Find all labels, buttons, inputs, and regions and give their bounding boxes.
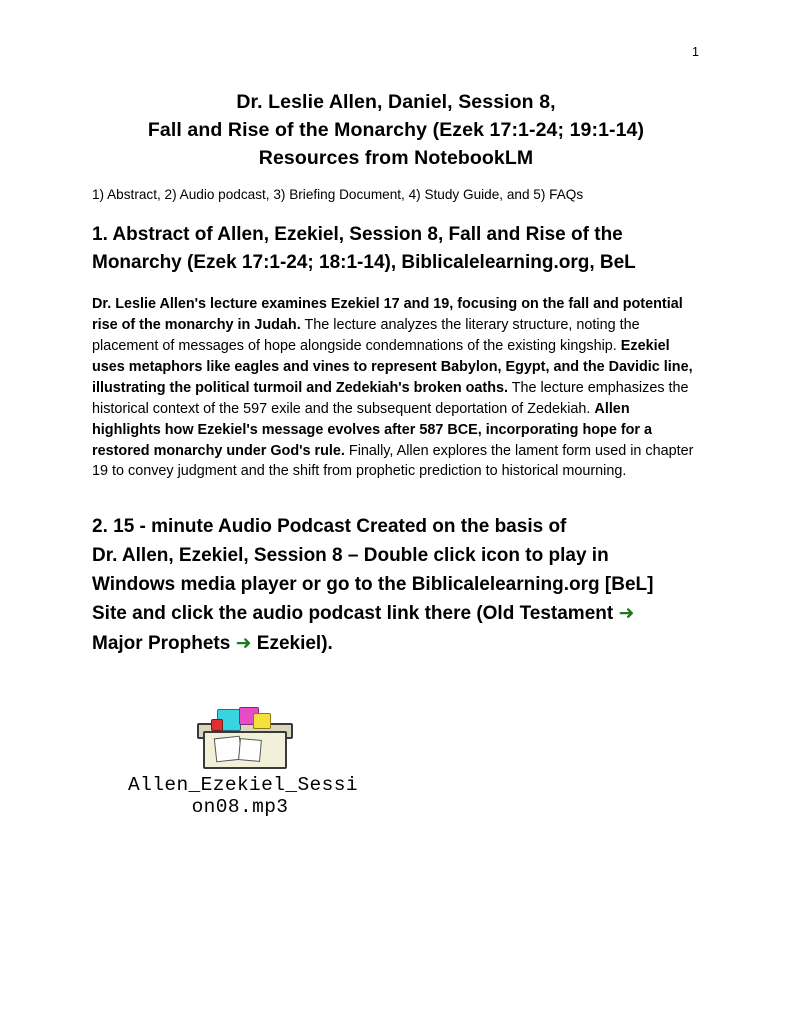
abstract-plain-2: The lecture emphasizes the historical context of the 597 exile and the subsequent deportation of Zedekiah.: [92, 379, 689, 417]
title-line-2: Fall and Rise of the Monarchy (Ezek 17:1-24; 19:1-14): [147, 119, 645, 142]
page-number: 1: [692, 45, 699, 59]
abstract-paragraph: [92, 294, 700, 482]
embedded-audio-object[interactable]: [98, 705, 388, 819]
arrow-right-icon: ➜: [618, 602, 635, 625]
section-2-heading: [92, 512, 700, 657]
section-2-heading-line-5: [92, 629, 700, 658]
icon-paper-sheet-2: [238, 738, 262, 762]
section-1-heading-line-1: 1. Abstract of Allen, Ezekiel, Session 8, Fall and Rise of the: [92, 223, 623, 245]
media-package-icon[interactable]: [195, 705, 291, 771]
section-1-heading: [92, 221, 700, 276]
section-2-heading-line-5-text: Major Prophets: [92, 632, 236, 654]
document-content: [92, 88, 700, 658]
audio-file-label: [98, 775, 388, 819]
section-2-heading-line-5-tail: Ezekiel).: [251, 632, 333, 654]
abstract-bold-3: Allen highlights how Ezekiel's message evolves after 587 BCE, incorporating hope for a restored monarchy under God's rule.: [92, 400, 653, 459]
section-2-heading-line-4: [92, 599, 700, 628]
title-line-3: Resources from NotebookLM: [258, 147, 534, 170]
section-2-heading-line-3: Windows media player or go to the Biblicalelearning.org [BeL]: [92, 574, 654, 596]
audio-file-label-line-2: on08.mp3: [191, 795, 289, 818]
abstract-plain-3: Finally, Allen explores the lament form used in chapter 19 to convey judgment and the shift from prophetic prediction to historical mourning.: [92, 442, 694, 480]
audio-file-label-line-1: Allen_Ezekiel_Sessi: [128, 774, 358, 796]
section-2-heading-line-4-text: Site and click the audio podcast link there (Old Testament: [92, 603, 619, 625]
section-2-heading-line-2: Dr. Allen, Ezekiel, Session 8 – Double click icon to play in: [92, 545, 609, 567]
arrow-right-icon-2: ➜: [235, 631, 252, 654]
title-line-1: Dr. Leslie Allen, Daniel, Session 8,: [236, 91, 556, 113]
section-1-heading-line-2: Monarchy (Ezek 17:1-24; 18:1-14), Biblicalelearning.org, BeL: [92, 251, 636, 273]
icon-shape-yellow: [253, 713, 271, 729]
section-2-heading-line-1: 2. 15 - minute Audio Podcast Created on the basis of: [92, 516, 567, 538]
icon-shape-red: [211, 719, 223, 731]
abstract-plain-1: The lecture analyzes the literary structure, noting the placement of messages of hope alongside condemnations of the existing kingship.: [92, 317, 640, 355]
document-title: [92, 88, 700, 172]
resources-list-line: 1) Abstract, 2) Audio podcast, 3) Briefing Document, 4) Study Guide, and 5) FAQs: [92, 187, 584, 203]
abstract-bold-2: Ezekiel uses metaphors like eagles and vines to represent Babylon, Egypt, and the Davidic line, illustrating the political turmoil and Zedekiah's broken oaths.: [92, 338, 693, 396]
abstract-bold-1: Dr. Leslie Allen's lecture examines Ezekiel 17 and 19, focusing on the fall and potential rise of the monarchy in Judah.: [92, 296, 683, 334]
